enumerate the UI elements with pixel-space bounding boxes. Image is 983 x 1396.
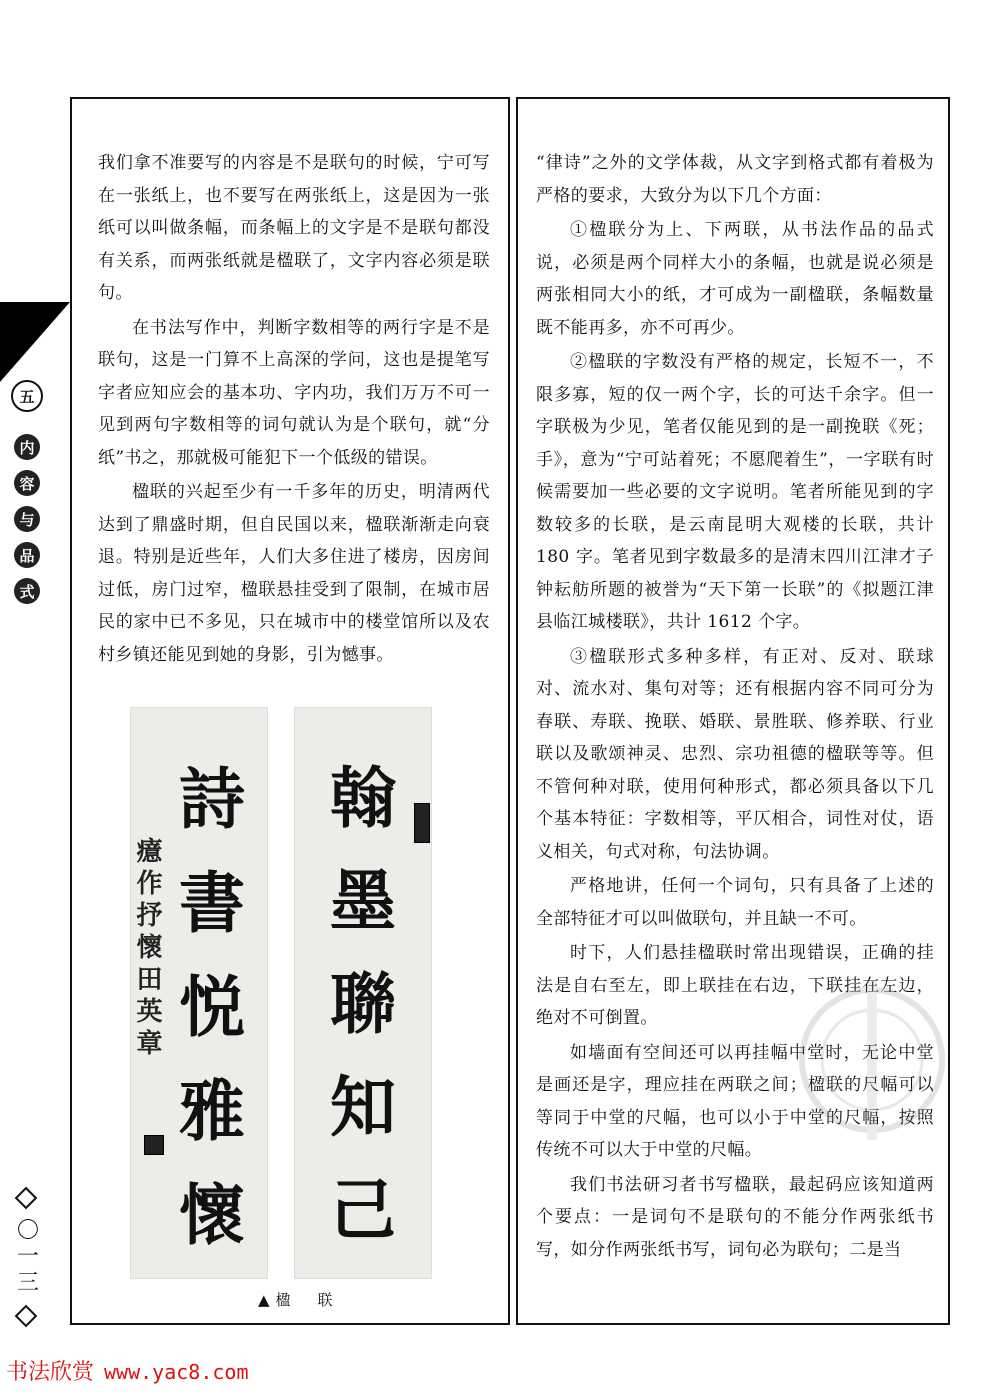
corner-tab-decoration: [0, 302, 70, 382]
diamond-ornament-icon: [15, 1305, 38, 1328]
paragraph: “律诗”之外的文学体裁，从文字到格式都有着极为严格的要求，大致分为以下几个方面：: [536, 153, 934, 206]
site-url-link[interactable]: www.yac8.com: [104, 1360, 249, 1384]
paragraph: 在书法写作中，判断字数相等的两行字是不是联句，这是一门算不上高深的学问，这也是提笔写字者应知应会的基本功、字内功，我们万万不可一见到两句字数相等的词句就认为是个联句，就“分纸”书之，那就极可能犯下一个低级的错误。: [98, 317, 490, 468]
chapter-title-char: 内: [14, 434, 40, 460]
calligraphy-char: 詩: [179, 760, 245, 838]
page-number: 〇一三: [13, 1218, 39, 1296]
site-name: 书法欣赏: [6, 1360, 95, 1385]
chapter-title-char: 品: [14, 542, 40, 568]
paragraph: ②楹联的字数没有严格的规定，长短不一，不限多寡，短的仅一两个字，长的可达千余字。但一字联极为少见，笔者仅能见到的是一副挽联《死；手》，意为“宁可站着死；不愿爬着生”，一字联有时候需要加一些必要的文字说明。笔者所能见到的字数较多的长联，是云南昆明大观楼的长联，共计 180 字。笔者见到字数最多的是清末四川江津才子钟耘舫所题的被誉为“天下第一长联”的《拟题江津县临江城楼联》，共计 1612 个字。: [536, 352, 934, 632]
paragraph: ①楹联分为上、下两联，从书法作品的品式说，必须是两个同样大小的条幅，也就是说必须是两张相同大小的纸，才可成为一副楹联，条幅数量既不能再多，亦不可再少。: [536, 220, 934, 338]
paragraph: ③楹联形式多种多样，有正对、反对、联球对、流水对、集句对等；还有根据内容不同可分为春联、寿联、挽联、婚联、景胜联、修养联、行业联以及歌颂神灵、忠烈、宗功祖德的楹联等等。但不管何种对联，使用何种形式，都必须具备以下几个基本特征：字数相等，平仄相合，词性对仗，语义相关，句式对称，句法协调。: [536, 646, 934, 862]
calligraphy-char: 墨: [330, 862, 396, 940]
lower-scroll: [130, 707, 268, 1279]
chapter-title-char: 式: [14, 578, 40, 604]
calligraphy-char: 書: [179, 864, 245, 942]
diamond-ornament-icon: [15, 1187, 38, 1210]
calligraphy-char: 聯: [330, 965, 396, 1043]
calligraphy-char: 雅: [179, 1072, 245, 1150]
paragraph: 时下，人们悬挂楹联时常出现错误，正确的挂法是自右至左，即上联挂在右边，下联挂在左边，绝对不可倒置。: [536, 943, 934, 1028]
left-text-frame: [70, 97, 510, 1325]
couplet-image: [130, 707, 450, 1279]
paragraph: 楹联的兴起至少有一千多年的历史，明清两代达到了鼎盛时期，但自民国以来，楹联渐渐走向衰退。特别是近些年，人们大多住进了楼房，因房间过低，房门过窄，楹联悬挂受到了限制，在城市居民的家中已不多见，只在城市中的楼堂馆所以及农村乡镇还能见到她的身影，引为憾事。: [98, 482, 490, 665]
calligraphy-char: 己: [330, 1171, 396, 1249]
calligraphy-char: 懷: [179, 1176, 245, 1254]
paragraph: 我们书法研习者书写楹联，最起码应该知道两个要点：一是词句不是联句的不能分作两张纸书写，如分作两张纸书写，词句必为联句；二是当: [536, 1174, 934, 1260]
paragraph: 严格地讲，任何一个词句，只有具备了上述的全部特征才可以叫做联句，并且缺一不可。: [536, 876, 934, 929]
lower-scroll-characters: [156, 747, 268, 1267]
page-number-block: [12, 1184, 40, 1330]
inscription-text: 癔作抒懷田英章: [132, 837, 162, 1061]
image-caption: ▲楹 联: [258, 1291, 339, 1309]
chapter-title-char: 容: [14, 470, 40, 496]
chapter-number: 五: [11, 380, 43, 412]
left-column-text: [98, 147, 490, 671]
paragraph: 如墙面有空间还可以再挂幅中堂时，无论中堂是画还是字，理应挂在两联之间；楹联的尺幅可以等同于中堂的尺幅，也可以小于中堂的尺幅，按照传统不可以大于中堂的尺幅。: [536, 1042, 934, 1160]
chapter-side-label: [10, 380, 44, 614]
watermark-logo-icon: [797, 950, 947, 1170]
calligraphy-char: 知: [330, 1068, 396, 1146]
chapter-title-char: 与: [14, 506, 40, 532]
upper-scroll-characters: [294, 747, 432, 1262]
upper-scroll: [294, 707, 432, 1279]
paragraph: 我们拿不准要写的内容是不是联句的时候，宁可写在一张纸上，也不要写在两张纸上，这是因为一张纸可以叫做条幅，而条幅上的文字是不是联句都没有关系，而两张纸就是楹联了，文字内容必须是联句。: [98, 153, 490, 303]
calligraphy-char: 翰: [330, 759, 396, 837]
calligraphy-char: 悦: [179, 968, 245, 1046]
site-footer: [6, 1355, 249, 1386]
